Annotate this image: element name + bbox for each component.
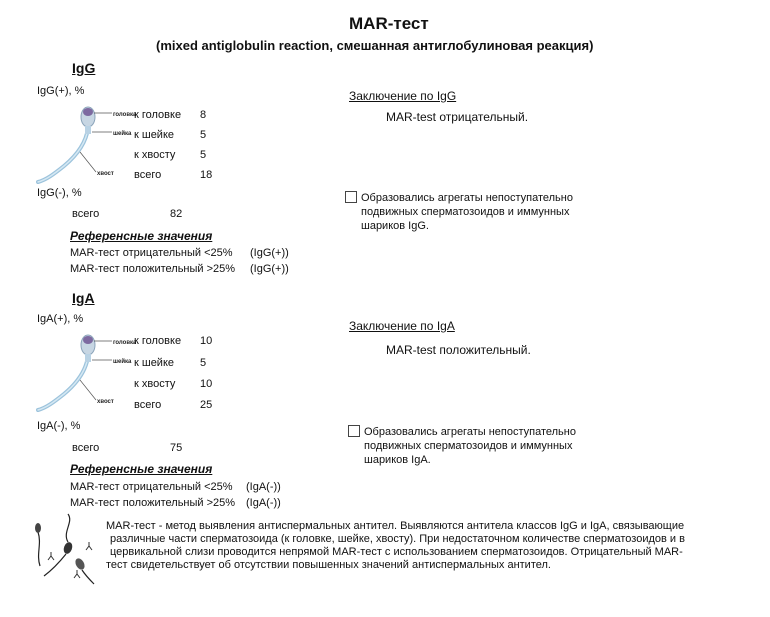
iga-checkbox-line-3: шариков IgA. (364, 454, 431, 466)
igg-row-head-value: 8 (200, 109, 207, 121)
igg-checkbox-line-2: подвижных сперматозоидов и иммунных (361, 206, 570, 218)
footer-line-3: цервикальной слизи проводится непрямой MAR-тест с использованием сперматозоидов. Отрицательный MAR- (110, 546, 683, 558)
iga-section-title: IgA (72, 290, 95, 306)
diagram-head-label: головка (113, 340, 136, 346)
page-title: MAR-тест (349, 14, 429, 33)
igg-checkbox-text (361, 191, 573, 233)
iga-ref-positive-class: (IgA(-)) (246, 497, 281, 509)
igg-row-tail-label: к хвосту (134, 149, 176, 161)
iga-sperm-diagram (36, 332, 136, 418)
footer-description (106, 520, 685, 572)
diagram-neck-label: шейка (113, 359, 132, 365)
iga-conclusion-value: MAR-test положительный. (386, 343, 531, 357)
sperm-antibody-illustration (28, 512, 98, 588)
iga-conclusion-title: Заключение по IgA (349, 319, 455, 333)
igg-conclusion-value: MAR-test отрицательный. (386, 110, 529, 124)
igg-aggregates-checkbox[interactable] (345, 191, 357, 203)
iga-row-total-label: всего (134, 399, 162, 411)
sperm-neck-shape (85, 354, 91, 362)
iga-checkbox-text (364, 425, 576, 467)
igg-reference-title: Референсные значения (70, 229, 213, 243)
iga-row-head-label: к головке (134, 335, 182, 347)
igg-section-title: IgG (72, 60, 96, 76)
igg-conclusion-title: Заключение по IgG (349, 89, 457, 103)
igg-row-tail-value: 5 (200, 149, 207, 161)
igg-checkbox-line-1: Образовались агрегаты непоступательно (361, 192, 573, 204)
iga-negative-total-value: 75 (170, 442, 183, 454)
sperm-acrosome-shape (83, 108, 93, 116)
diagram-tail-label: хвост (97, 399, 114, 405)
iga-row-neck-value: 5 (200, 357, 207, 369)
diagram-head-label: головка (113, 112, 136, 118)
igg-negative-total-value: 82 (170, 208, 183, 220)
iga-checkbox-line-2: подвижных сперматозоидов и иммунных (364, 440, 573, 452)
footer-line-1: MAR-тест - метод выявления антиспермальных антител. Выявляются антитела классов IgG и IgA, связывающие (106, 520, 685, 532)
igg-checkbox-line-3: шариков IgG. (361, 220, 429, 232)
igg-row-neck-value: 5 (200, 129, 207, 141)
footer-line-4: тест свидетельствует об отсутствии повышенных значений антиспермальных антител. (106, 559, 551, 571)
igg-row-total-value: 18 (200, 169, 213, 181)
iga-ref-negative: MAR-тест отрицательный <25% (70, 481, 233, 493)
iga-row-neck-label: к шейке (134, 357, 175, 369)
igg-sperm-diagram (36, 104, 136, 190)
iga-row-tail-value: 10 (200, 378, 213, 390)
igg-row-total-label: всего (134, 169, 162, 181)
igg-row-neck-label: к шейке (134, 129, 175, 141)
igg-ref-positive-class: (IgG(+)) (250, 263, 289, 275)
page-subtitle: (mixed antiglobulin reaction, смешанная антиглобулиновая реакция) (156, 38, 594, 53)
sperm-tail-shape (38, 356, 88, 410)
iga-positive-label: IgA(+), % (37, 313, 84, 325)
igg-ref-positive: MAR-тест положительный >25% (70, 263, 236, 275)
iga-row-tail-label: к хвосту (134, 378, 176, 390)
igg-row-head-label: к головке (134, 109, 182, 121)
iga-ref-positive: MAR-тест положительный >25% (70, 497, 236, 509)
igg-ref-negative-class: (IgG(+)) (250, 247, 289, 259)
iga-reference-title: Референсные значения (70, 462, 213, 476)
footer-line-2: различные части сперматозоида (к головке, шейке, хвосту). При недостаточном количестве сперматозоидов и в (110, 533, 685, 545)
iga-checkbox-line-1: Образовались агрегаты непоступательно (364, 426, 576, 438)
sperm-neck-shape (85, 126, 91, 134)
iga-row-head-value: 10 (200, 335, 213, 347)
iga-row-total-value: 25 (200, 399, 213, 411)
sperm-tail-shape (38, 128, 88, 182)
igg-ref-negative: MAR-тест отрицательный <25% (70, 247, 233, 259)
diagram-neck-label: шейка (113, 131, 132, 137)
igg-positive-label: IgG(+), % (37, 85, 85, 97)
igg-negative-label: IgG(-), % (37, 187, 82, 199)
iga-negative-label: IgA(-), % (37, 420, 81, 432)
iga-aggregates-checkbox[interactable] (348, 425, 360, 437)
iga-negative-total-label: всего (72, 442, 100, 454)
sperm-acrosome-shape (83, 336, 93, 344)
iga-ref-negative-class: (IgA(-)) (246, 481, 281, 493)
igg-negative-total-label: всего (72, 208, 100, 220)
diagram-tail-label: хвост (97, 171, 114, 177)
